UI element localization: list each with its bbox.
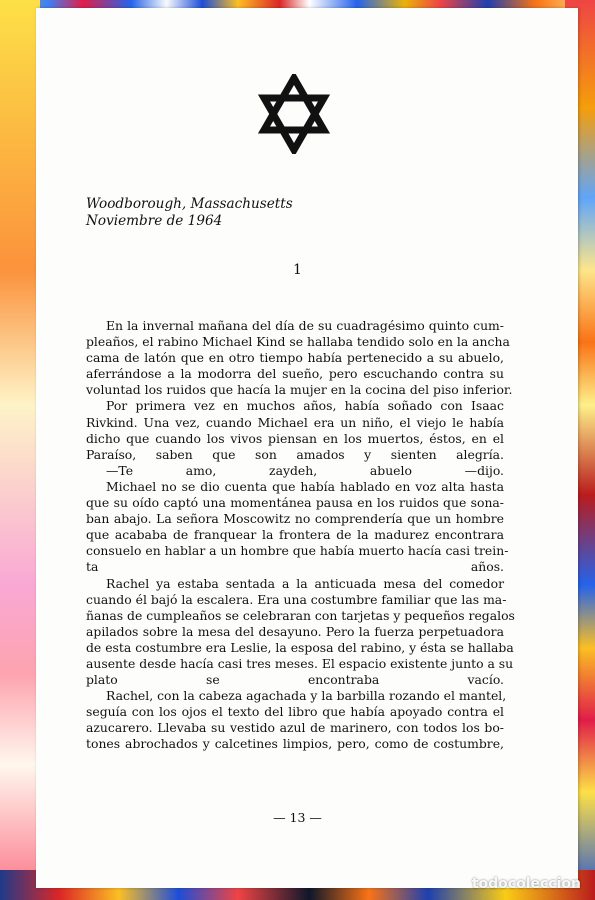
paragraph (86, 463, 504, 479)
date-line: Noviembre de 1964 (86, 213, 223, 229)
text-line: Paraíso, saben que son amados y sienten alegría. (86, 446, 504, 462)
text-line: ausente desde hacía casi tres meses. El espacio existente junto a su (86, 655, 514, 671)
place-line: Woodborough, Massachusetts (86, 196, 293, 212)
text-line: que acababa de franquear la frontera de la madurez encontrara (86, 527, 504, 543)
text-line: cuando él bajó la escalera. Era una costumbre familiar que las ma- (86, 591, 507, 607)
text-line: Rivkind. Una vez, cuando Michael era un niño, el viejo le había (86, 414, 504, 430)
text-line: ban abajo. La señora Moscowitz no comprendería que un hombre (86, 511, 504, 527)
text-line: tones abrochados y calcetines limpios, pero, como de costumbre, (86, 736, 504, 752)
star-of-david-icon (258, 74, 330, 154)
text-line: pleaños, el rabino Michael Kind se hallaba tendido solo en la ancha (86, 334, 510, 350)
text-line: cama de latón que en otro tiempo había pertenecido a su abuelo, (86, 350, 504, 366)
text-line: —Te amo, zaydeh, abuelo —dijo. (106, 462, 504, 478)
chapter-header (86, 196, 293, 230)
text-line: ta años. (86, 559, 504, 575)
text-line: Rachel ya estaba sentada a la anticuada mesa del comedor (106, 575, 504, 591)
text-line: Rachel, con la cabeza agachada y la barbilla rozando el mantel, (106, 688, 507, 704)
body-text (86, 318, 515, 753)
text-line: dicho que cuando los vivos piensan en los muertos, éstos, en el (86, 430, 504, 446)
text-line: ñanas de cumpleaños se celebraran con tarjetas y pequeños regalos (86, 607, 515, 623)
background-left-strip (0, 0, 40, 900)
page-number: — 13 — (273, 810, 322, 825)
paragraph (86, 478, 509, 576)
text-line: que su oído captó una momentánea pausa en los ruidos que sona- (86, 495, 504, 511)
text-line: aferrándose a la modorra del sueño, pero escuchando contra su (86, 366, 504, 382)
text-line: consuelo en hablar a un hombre que había muerto hacía casi trein- (86, 543, 509, 559)
text-line: Michael no se dio cuenta que había hablado en voz alta hasta (106, 478, 504, 494)
chapter-number: 1 (293, 262, 302, 278)
text-line: azucarero. Llevaba su vestido azul de marinero, con todos los bo- (86, 720, 504, 736)
text-line: voluntad los ruidos que hacía la mujer en la cocina del piso inferior. (86, 382, 513, 398)
text-line: de esta costumbre era Leslie, la esposa del rabino, y ésta se hallaba (86, 639, 514, 655)
text-line: plato se encontraba vacío. (86, 672, 504, 688)
text-line: apilados sobre la mesa del desayuno. Pero la fuerza perpetuadora (86, 623, 504, 639)
paragraph (86, 688, 507, 752)
paragraph (86, 575, 515, 689)
paragraph (86, 398, 504, 462)
watermark-logo: todocoleccion (471, 876, 581, 892)
text-line: Por primera vez en muchos años, había soñado con Isaac (106, 398, 504, 414)
text-line: seguía con los ojos el texto del libro que había apoyado contra el (86, 704, 504, 720)
paragraph (86, 318, 513, 398)
text-line: En la invernal mañana del día de su cuadragésimo quinto cum- (106, 318, 504, 333)
